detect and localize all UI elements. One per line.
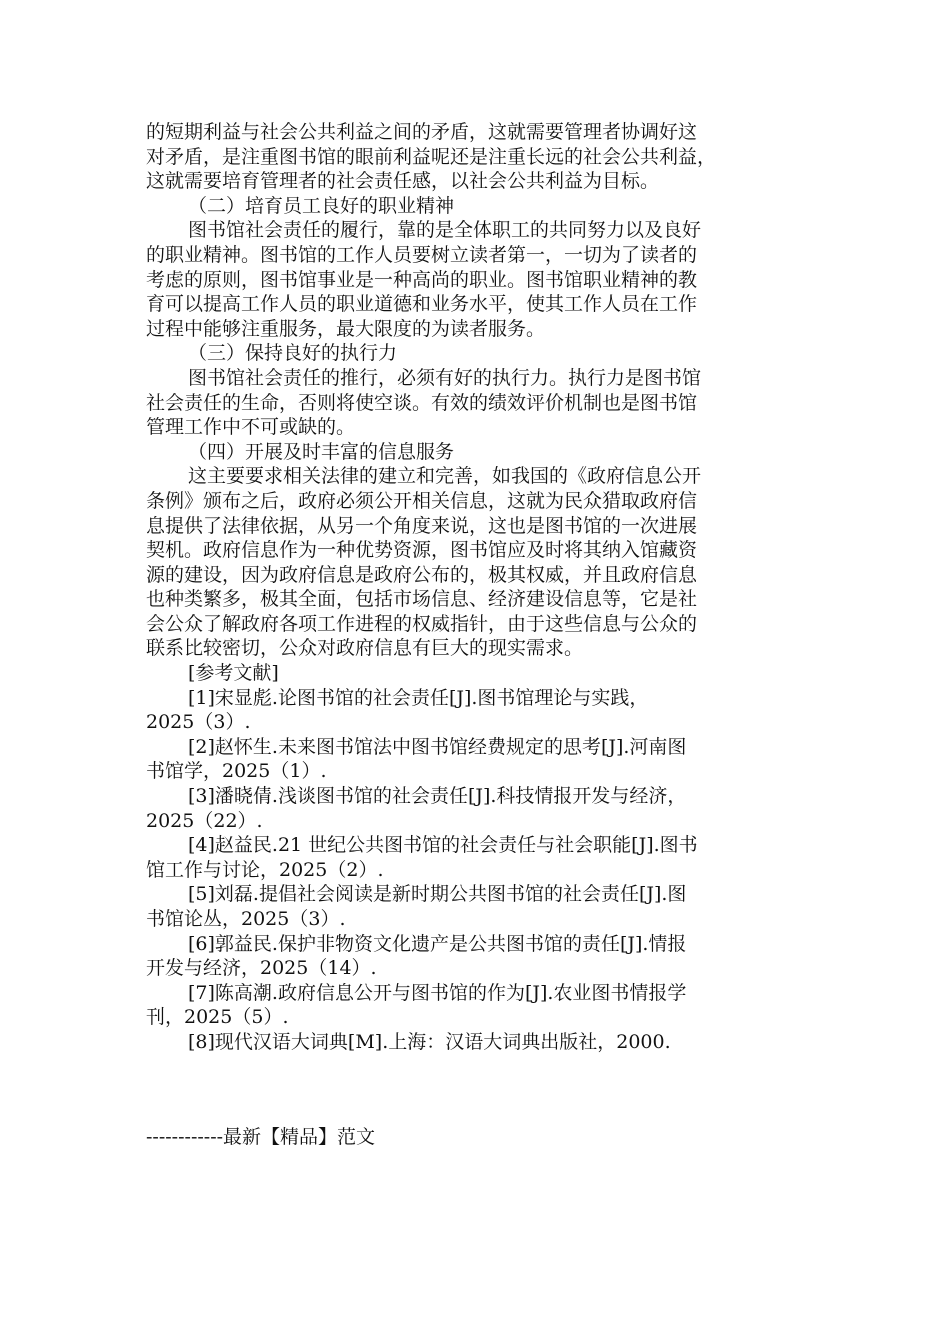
text-line: [8]现代汉语大词典[M].上海：汉语大词典出版社，2000.	[188, 1030, 671, 1053]
text-line: 的短期利益与社会公共利益之间的矛盾，这就需要管理者协调好这	[146, 121, 698, 143]
text-line: 管理工作中不可或缺的。	[146, 416, 356, 439]
text-line: （四）开展及时丰富的信息服务	[188, 440, 455, 463]
text-line: 书馆论丛，2025（3）.	[146, 908, 346, 930]
text-line: 对矛盾，是注重图书馆的眼前利益呢还是注重长远的社会公共利益，	[146, 145, 717, 168]
text-line: 这就需要培育管理者的社会责任感，以社会公共利益为目标。	[146, 170, 660, 193]
text-line: 联系比较密切，公众对政府信息有巨大的现实需求。	[146, 637, 584, 660]
text-line: 刊，2025（5）.	[146, 1006, 289, 1029]
text-line: [5]刘磊.提倡社会阅读是新时期公共图书馆的社会责任[J].图	[188, 883, 687, 906]
text-line: 图书馆社会责任的履行，靠的是全体职工的共同努力以及良好	[188, 219, 702, 242]
text-line: 馆工作与讨论，2025（2）.	[146, 858, 384, 881]
text-line: [7]陈高潮.政府信息公开与图书馆的作为[J].农业图书情报学	[188, 981, 687, 1004]
text-line: （二）培育员工良好的职业精神	[188, 194, 455, 217]
text-line: 的职业精神。图书馆的工作人员要树立读者第一，一切为了读者的	[146, 243, 698, 266]
footer-text: ------------最新【精品】范文	[146, 1126, 376, 1148]
text-line: 会公众了解政府各项工作进程的权威指针，由于这些信息与公众的	[146, 612, 698, 635]
text-line: 考虑的原则，图书馆事业是一种高尚的职业。图书馆职业精神的教	[146, 268, 698, 291]
text-line: 图书馆社会责任的推行，必须有好的执行力。执行力是图书馆	[188, 366, 702, 389]
text-line: （三）保持良好的执行力	[188, 342, 398, 365]
text-line: 开发与经济，2025（14）.	[146, 957, 377, 980]
text-line: 也种类繁多，极其全面，包括市场信息、经济建设信息等，它是社	[146, 588, 698, 611]
text-line: 书馆学，2025（1）.	[146, 760, 327, 783]
text-line: [6]郭益民.保护非物资文化遗产是公共图书馆的责任[J].情报	[188, 932, 687, 955]
text-line: 息提供了法律依据，从另一个角度来说，这也是图书馆的一次进展	[146, 514, 698, 537]
document-body	[146, 120, 796, 1055]
text-line: 源的建设，因为政府信息是政府公布的，极其权威，并且政府信息	[146, 563, 698, 586]
text-line: 育可以提高工作人员的职业道德和业务水平，使其工作人员在工作	[146, 293, 698, 316]
text-line: [2]赵怀生.未来图书馆法中图书馆经费规定的思考[J].河南图	[188, 735, 687, 758]
text-line: [参考文献]	[188, 662, 279, 685]
text-line: 过程中能够注重服务，最大限度的为读者服务。	[146, 317, 546, 340]
text-line: 社会责任的生命，否则将使空谈。有效的绩效评价机制也是图书馆	[146, 391, 698, 414]
text-line: [1]宋显彪.论图书馆的社会责任[J].图书馆理论与实践，	[188, 686, 649, 709]
text-line: 2025（3）.	[146, 711, 251, 734]
text-line: 这主要要求相关法律的建立和完善，如我国的《政府信息公开	[188, 465, 702, 488]
text-line: 2025（22）.	[146, 809, 263, 832]
text-line: [4]赵益民.21 世纪公共图书馆的社会责任与社会职能[J].图书	[188, 834, 698, 857]
text-line: [3]潘晓倩.浅谈图书馆的社会责任[J].科技情报开发与经济，	[188, 785, 687, 808]
text-line: 契机。政府信息作为一种优势资源，图书馆应及时将其纳入馆藏资	[146, 539, 698, 562]
text-line: 条例》颁布之后，政府必须公开相关信息，这就为民众猎取政府信	[146, 489, 698, 512]
